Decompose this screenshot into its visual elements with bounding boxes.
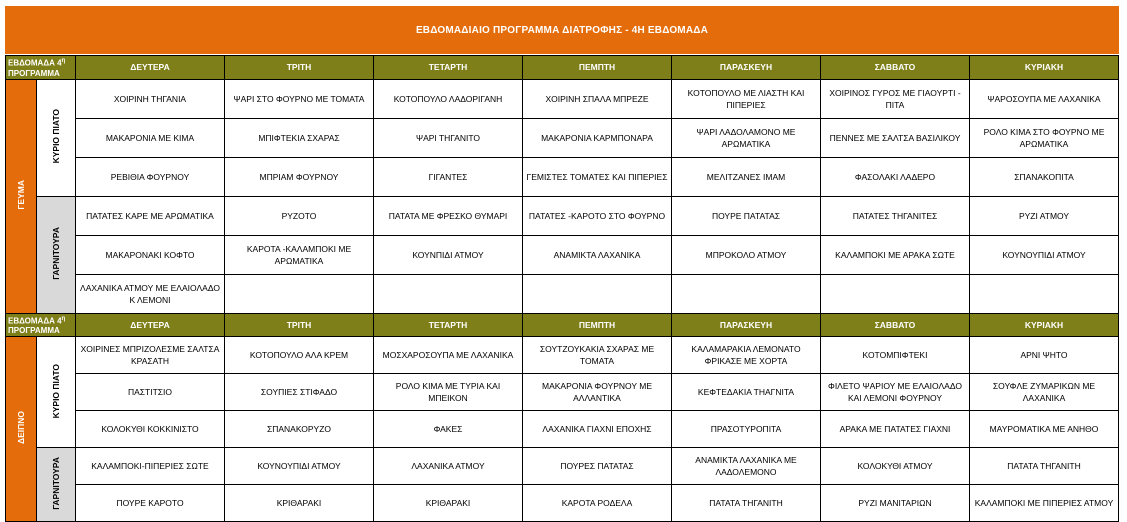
table-row <box>6 235 1119 274</box>
meal-cell: ΚΟΤΟΠΟΥΛΟ ΑΛΑ ΚΡΕΜ <box>225 337 374 374</box>
program-label <box>6 313 76 337</box>
table-row <box>6 448 1119 485</box>
meal-cell: ΚΑΡΟΤΑ ΡΟΔΕΛΑ <box>523 485 672 522</box>
meal-cell: ΜΑΚΑΡΟΝΑΚΙ ΚΟΦΤΟ <box>76 235 225 274</box>
meal-cell: ΣΟΥΠΙΕΣ ΣΤΙΦΑΔΟ <box>225 374 374 411</box>
meal-cell: ΧΟΙΡΙΝΗ ΣΠΑΛΑ ΜΠΡΕΖΕ <box>523 79 672 118</box>
meal-cell: ΧΟΙΡΙΝΟΣ ΓΥΡΟΣ ΜΕ ΓΙΑΟΥΡΤΙ - ΠΙΤΑ <box>821 79 970 118</box>
meal-cell: ΡΥΖΙ ΑΤΜΟΥ <box>970 196 1119 235</box>
meal-cell <box>225 274 374 313</box>
meal-cell: ΦΑΣΟΛΑΚΙ ΛΑΔΕΡΟ <box>821 157 970 196</box>
meal-cell: ΨΑΡΟΣΟΥΠΑ ΜΕ ΛΑΧΑΝΙΚΑ <box>970 79 1119 118</box>
meal-cell: ΠΑΤΑΤΕΣ ΚΑΡΕ ΜΕ ΑΡΩΜΑΤΙΚΑ <box>76 196 225 235</box>
meal-cell: ΚΟΥΝΠΙΔΙ ΑΤΜΟΥ <box>374 235 523 274</box>
meal-cell: ΛΑΧΑΝΙΚΑ ΓΙΑΧΝΙ ΕΠΟΧΗΣ <box>523 411 672 448</box>
dinner-group-cell <box>6 337 37 522</box>
meal-cell: ΡΟΛΟ ΚΙΜΑ ΜΕ ΤΥΡΙΑ ΚΑΙ ΜΠΕΙΚΟΝ <box>374 374 523 411</box>
day-header-5: ΣΑΒΒΑΤΟ <box>821 56 970 80</box>
meal-cell: ΠΑΣΤΙΤΣΙΟ <box>76 374 225 411</box>
meal-cell: ΧΟΙΡΙΝΕΣ ΜΠΡΙΖΟΛΕΣΜΕ ΣΑΛΤΣΑ ΚΡΑΣΑΤΗ <box>76 337 225 374</box>
day-header-1: ΤΡΙΤΗ <box>225 313 374 337</box>
meal-cell: ΠΟΥΡΕ ΠΑΤΑΤΑΣ <box>672 196 821 235</box>
meal-cell: ΠΟΥΡΕ ΚΑΡΟΤΟ <box>76 485 225 522</box>
meal-cell: ΜΑΚΑΡΟΝΙΑ ΚΑΡΜΠΟΝΑΡΑ <box>523 118 672 157</box>
meal-cell: ΚΑΛΑΜΠΟΚΙ ΜΕ ΑΡΑΚΑ ΣΩΤΕ <box>821 235 970 274</box>
meal-cell <box>821 274 970 313</box>
day-header-4: ΠΑΡΑΣΚΕΥΗ <box>672 313 821 337</box>
meal-cell: ΦΙΛΕΤΟ ΨΑΡΙΟΥ ΜΕ ΕΛΑΙΟΛΑΔΟ ΚΑΙ ΛΕΜΟΝΙ ΦΟΥΡΝΟΥ <box>821 374 970 411</box>
meal-cell: ΛΑΧΑΝΙΚΑ ΑΤΜΟΥ ΜΕ ΕΛΑΙΟΛΑΔΟ Κ ΛΕΜΟΝΙ <box>76 274 225 313</box>
lunch-header-row <box>6 56 1119 80</box>
day-header-6: ΚΥΡΙΑΚΗ <box>970 56 1119 80</box>
program-week-label: ΕΒΔΟΜΑΔΑ 4 <box>8 316 62 326</box>
meal-cell: ΑΡΑΚΑ ΜΕ ΠΑΤΑΤΕΣ ΓΙΑΧΝΙ <box>821 411 970 448</box>
meal-cell: ΠΟΥΡΕΣ ΠΑΤΑΤΑΣ <box>523 448 672 485</box>
meal-cell: ΠΑΤΑΤΕΣ -ΚΑΡΟΤΟ ΣΤΟ ΦΟΥΡΝΟ <box>523 196 672 235</box>
meal-cell: ΚΡΙΘΑΡΑΚΙ <box>225 485 374 522</box>
meal-cell: ΣΠΑΝΑΚΟΠΙΤΑ <box>970 157 1119 196</box>
meal-cell: ΜΑΥΡΟΜΑΤΙΚΑ ΜΕ ΑΝΗΘΟ <box>970 411 1119 448</box>
meal-cell: ΡΕΒΙΘΙΑ ΦΟΥΡΝΟΥ <box>76 157 225 196</box>
day-header-3: ΠΕΜΠΤΗ <box>523 313 672 337</box>
table-row <box>6 157 1119 196</box>
page-title: ΕΒΔΟΜΑΔΙΑΙΟ ΠΡΟΓΡΑΜΜΑ ΔΙΑΤΡΟΦΗΣ - 4Η ΕΒΔΟΜΑΔΑ <box>5 6 1119 54</box>
day-header-1: ΤΡΙΤΗ <box>225 56 374 80</box>
program-label <box>6 56 76 80</box>
meal-cell: ΚΑΛΑΜΑΡΑΚΙΑ ΛΕΜΟΝΑΤΟ ΦΡΙΚΑΣΕ ΜΕ ΧΟΡΤΑ <box>672 337 821 374</box>
dinner-header-row <box>6 313 1119 337</box>
meal-cell: ΧΟΙΡΙΝΗ ΤΗΓΑΝΙΑ <box>76 79 225 118</box>
table-row <box>6 196 1119 235</box>
meal-cell: ΜΠΙΦΤΕΚΙΑ ΣΧΑΡΑΣ <box>225 118 374 157</box>
program-label-2: ΠΡΟΓΡΑΜΜΑ <box>8 68 60 78</box>
meal-cell: ΠΑΤΑΤΑ ΜΕ ΦΡΕΣΚΟ ΘΥΜΑΡΙ <box>374 196 523 235</box>
meal-cell: ΓΙΓΑΝΤΕΣ <box>374 157 523 196</box>
meal-cell: ΓΕΜΙΣΤΕΣ ΤΟΜΑΤΕΣ ΚΑΙ ΠΙΠΕΡΙΕΣ <box>523 157 672 196</box>
dinner-main-label: ΚΥΡΙΟ ΠΙΑΤΟ <box>51 363 61 419</box>
program-week-sup: η <box>61 315 66 322</box>
meal-cell: ΚΑΛΑΜΠΟΚΙ-ΠΙΠΕΡΙΕΣ ΣΩΤΕ <box>76 448 225 485</box>
table-row <box>6 411 1119 448</box>
meal-cell: ΠΑΤΑΤΑ ΤΗΓΑΝΙΤΗ <box>970 448 1119 485</box>
day-header-6: ΚΥΡΙΑΚΗ <box>970 313 1119 337</box>
table-row <box>6 118 1119 157</box>
meal-cell <box>672 274 821 313</box>
day-header-4: ΠΑΡΑΣΚΕΥΗ <box>672 56 821 80</box>
meal-cell: ΚΟΤΟΠΟΥΛΟ ΜΕ ΛΙΑΣΤΗ ΚΑΙ ΠΙΠΕΡΙΕΣ <box>672 79 821 118</box>
meal-cell: ΡΟΛΟ ΚΙΜΑ ΣΤΟ ΦΟΥΡΝΟ ΜΕ ΑΡΩΜΑΤΙΚΑ <box>970 118 1119 157</box>
table-row <box>6 274 1119 313</box>
meal-cell: ΦΑΚΕΣ <box>374 411 523 448</box>
meal-cell <box>374 274 523 313</box>
program-week-sup: η <box>61 58 66 64</box>
meal-cell: ΨΑΡΙ ΛΑΔΟΛΑΜΟΝΟ ΜΕ ΑΡΩΜΑΤΙΚΑ <box>672 118 821 157</box>
meal-cell: ΚΑΛΑΜΠΟΚΙ ΜΕ ΠΙΠΕΡΙΕΣ ΑΤΜΟΥ <box>970 485 1119 522</box>
meal-cell: ΜΠΡΟΚΟΛΟ ΑΤΜΟΥ <box>672 235 821 274</box>
meal-cell: ΡΥΖΙ ΜΑΝΙΤΑΡΙΩΝ <box>821 485 970 522</box>
meal-cell <box>970 274 1119 313</box>
table-row <box>6 485 1119 522</box>
meal-cell: ΡΥΖΟΤΟ <box>225 196 374 235</box>
table-row <box>6 79 1119 118</box>
meal-cell: ΚΟΛΟΚΥΘΙ ΑΤΜΟΥ <box>821 448 970 485</box>
day-header-5: ΣΑΒΒΑΤΟ <box>821 313 970 337</box>
meal-cell: ΜΠΡΙΑΜ ΦΟΥΡΝΟΥ <box>225 157 374 196</box>
meal-cell: ΚΟΥΝΟΥΠΙΔΙ ΑΤΜΟΥ <box>970 235 1119 274</box>
meal-cell: ΚΟΥΝΟΥΠΙΔΙ ΑΤΜΟΥ <box>225 448 374 485</box>
table-row <box>6 337 1119 374</box>
meal-cell: ΜΑΚΑΡΟΝΙΑ ΦΟΥΡΝΟΥ ΜΕ ΑΛΛΑΝΤΙΚΑ <box>523 374 672 411</box>
meal-cell: ΜΟΣΧΑΡΟΣΟΥΠΑ ΜΕ ΛΑΧΑΝΙΚΑ <box>374 337 523 374</box>
dinner-side-label-cell <box>37 448 76 522</box>
meal-cell: ΑΝΑΜΙΚΤΑ ΛΑΧΑΝΙΚΑ <box>523 235 672 274</box>
meal-cell: ΜΑΚΑΡΟΝΙΑ ΜΕ ΚΙΜΑ <box>76 118 225 157</box>
meal-cell: ΣΟΥΤΖΟΥΚΑΚΙΑ ΣΧΑΡΑΣ ΜΕ ΤΟΜΑΤΑ <box>523 337 672 374</box>
meal-cell: ΠΑΤΑΤΑ ΤΗΓΑΝΙΤΗ <box>672 485 821 522</box>
meal-cell: ΛΑΧΑΝΙΚΑ ΑΤΜΟΥ <box>374 448 523 485</box>
lunch-group-cell <box>6 79 37 313</box>
dinner-main-label-cell <box>37 337 76 448</box>
meal-cell: ΚΟΤΟΠΟΥΛΟ ΛΑΔΟΡΙΓΑΝΗ <box>374 79 523 118</box>
meal-cell: ΑΡΝΙ ΨΗΤΟ <box>970 337 1119 374</box>
meal-cell: ΚΡΙΘΑΡΑΚΙ <box>374 485 523 522</box>
day-header-2: ΤΕΤΑΡΤΗ <box>374 313 523 337</box>
meal-schedule-table <box>5 55 1119 522</box>
meal-cell: ΠΑΤΑΤΕΣ ΤΗΓΑΝΙΤΕΣ <box>821 196 970 235</box>
dinner-side-label: ΓΑΡΝΙΤΟΥΡΑ <box>51 456 61 510</box>
meal-cell: ΚΟΛΟΚΥΘΙ ΚΟΚΚΙΝΙΣΤΟ <box>76 411 225 448</box>
meal-cell: ΣΟΥΦΛΕ ΖΥΜΑΡΙΚΩΝ ΜΕ ΛΑΧΑΝΙΚΑ <box>970 374 1119 411</box>
meal-cell: ΜΕΛΙΤΖΑΝΕΣ ΙΜΑΜ <box>672 157 821 196</box>
meal-cell: ΨΑΡΙ ΣΤΟ ΦΟΥΡΝΟ ΜΕ ΤΟΜΑΤΑ <box>225 79 374 118</box>
meal-cell: ΨΑΡΙ ΤΗΓΑΝΙΤΟ <box>374 118 523 157</box>
meal-cell: ΠΡΑΣΟΤΥΡΟΠΙΤΑ <box>672 411 821 448</box>
lunch-main-label: ΚΥΡΙΟ ΠΙΑΤΟ <box>51 108 61 164</box>
table-row <box>6 374 1119 411</box>
meal-cell: ΚΑΡΟΤΑ -ΚΑΛΑΜΠΟΚΙ ΜΕ ΑΡΩΜΑΤΙΚΑ <box>225 235 374 274</box>
lunch-side-label-cell <box>37 196 76 313</box>
meal-cell: ΑΝΑΜΙΚΤΑ ΛΑΧΑΝΙΚΑ ΜΕ ΛΑΔΟΛΕΜΟΝΟ <box>672 448 821 485</box>
lunch-main-label-cell <box>37 79 76 196</box>
meal-cell: ΚΕΦΤΕΔΑΚΙΑ ΤΗΑΓΝΙΤΑ <box>672 374 821 411</box>
lunch-group-label: ΓΕΥΜΑ <box>16 179 26 210</box>
lunch-side-label: ΓΑΡΝΙΤΟΥΡΑ <box>51 226 61 280</box>
day-header-0: ΔΕΥΤΕΡΑ <box>76 313 225 337</box>
meal-cell <box>523 274 672 313</box>
meal-cell: ΚΟΤΟΜΠΙΦΤΕΚΙ <box>821 337 970 374</box>
day-header-2: ΤΕΤΑΡΤΗ <box>374 56 523 80</box>
program-week-label: ΕΒΔΟΜΑΔΑ 4 <box>8 58 62 68</box>
meal-cell: ΣΠΑΝΑΚΟΡΥΖΟ <box>225 411 374 448</box>
meal-cell: ΠΕΝΝΕΣ ΜΕ ΣΑΛΤΣΑ ΒΑΣΙΛΙΚΟΥ <box>821 118 970 157</box>
day-header-3: ΠΕΜΠΤΗ <box>523 56 672 80</box>
day-header-0: ΔΕΥΤΕΡΑ <box>76 56 225 80</box>
dinner-group-label: ΔΕΙΠΝΟ <box>16 411 26 445</box>
program-label-2: ΠΡΟΓΡΑΜΜΑ <box>8 326 60 336</box>
